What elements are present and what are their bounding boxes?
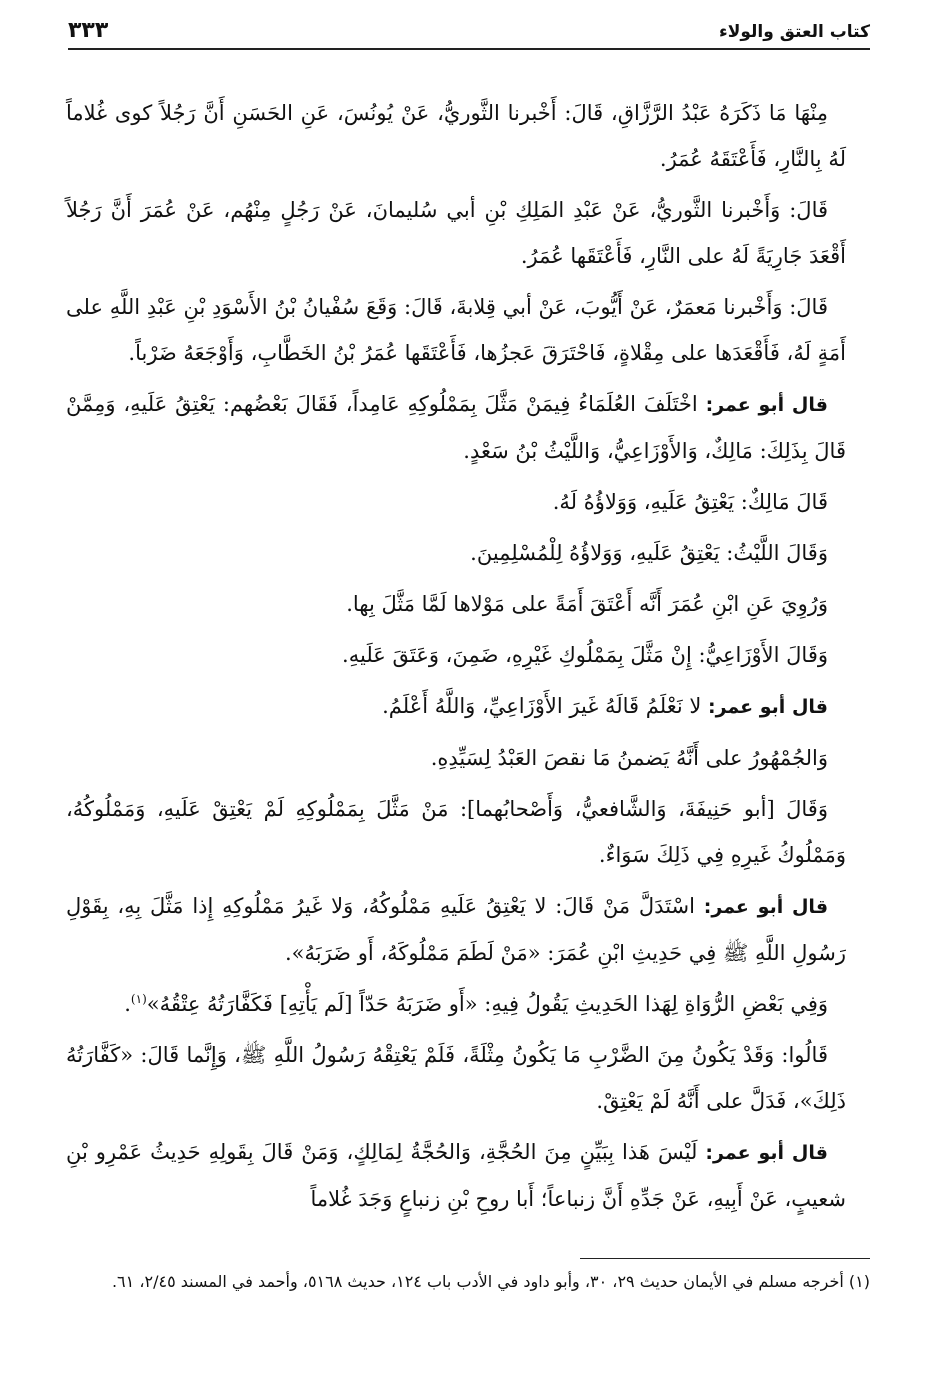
paragraph-text: قَالَ: وَأَخْبرنا الثَّوريُّ، عَنْ عَبْدِ المَلِكِ بْنِ أبي سُليمانَ، عَنْ رَجُلٍ مِنْهُم، عَنْ عُمَرَ أَنَّ رَجُلاً أَقْعَدَ جَارِيَةً لَهُ على النَّارِ، فَأَعْتَقَها عُمَرُ. — [66, 198, 846, 268]
speaker-label: قال أبو عمر: — [705, 394, 828, 416]
paragraph — [66, 381, 846, 474]
paragraph — [66, 786, 846, 878]
header-rule — [68, 48, 870, 50]
footnote: (١) أخرجه مسلم في الأيمان حديث ٢٩، ٣٠، وأبو داود في الأدب باب ١٢٤، حديث ٥١٦٨، وأحمد في المسند ٢/٤٥، ٦١. — [111, 1272, 870, 1291]
speaker-label: قال أبو عمر: — [708, 696, 828, 718]
paragraph-text: وَالجُمْهُورُ على أَنَّهُ يَضمنُ مَا نقصَ العَبْدُ لِسَيِّدِهِ. — [430, 746, 828, 770]
footnote-reference: (١) — [130, 992, 147, 1006]
paragraph-text: لا نَعْلَمُ قَالَهُ غَيرَ الأَوْزَاعِيِّ، وَاللَّهُ أَعْلَمُ. — [382, 694, 702, 718]
paragraph-text: قَالَ: وَأَخْبرنا مَعمَرٌ، عَنْ أَيُّوبَ، عَنْ أبي قِلابةَ، قَالَ: وَقَعَ سُفْيانُ بْنُ الأَسْوَدِ بْنِ عَبْدِ اللَّهِ على أَمَةٍ لَهُ، فَأَقْعَدَها على مِقْلاةٍ، فَاحْتَرَقَ عَجزُها، فَأَعْتَقَها عُمَرُ بْنُ الخَطَّابِ، وَأَوْجَعَهُ ضَرْباً. — [66, 295, 846, 365]
paragraph-text: اخْتَلَفَ العُلَمَاءُ فِيمَنْ مَثَّلَ بِمَمْلُوكِهِ عَامِداً، فَقَالَ بَعْضُهم: يَعْتِقُ عَلَيهِ، وَمِمَّنْ قَالَ بِذَلِكَ: مَالِكٌ، وَالأَوْزَاعِيُّ، وَاللَّيْثُ بْنُ سَعْدٍ. — [66, 392, 846, 463]
chapter-title: كتاب العتق والولاء — [719, 22, 870, 42]
paragraph — [66, 632, 846, 678]
paragraph — [66, 683, 846, 730]
paragraph: وَفِي بَعْضِ الرُّوَاةِ لِهَذا الحَدِيثِ يَقُولُ فِيهِ: «أَو ضَرَبَهُ حَدّاً [لَم يَأْتِهِ] فَكَفَّارَتُهُ عِتْقُهُ»$^{(١)}$. — [124, 992, 828, 1016]
paragraph — [66, 735, 846, 781]
paragraph — [66, 90, 846, 182]
paragraph — [66, 883, 846, 976]
paragraph — [66, 581, 846, 627]
paragraph — [66, 1129, 846, 1222]
footnote-separator — [580, 1258, 870, 1259]
paragraph — [66, 1032, 846, 1124]
paragraph-text: وَقَالَ اللَّيْثُ: يَعْتِقُ عَلَيهِ، وَوَلاؤُهُ لِلْمُسْلِمِينَ. — [470, 541, 828, 565]
page-header — [68, 18, 870, 60]
paragraph — [66, 284, 846, 376]
paragraph — [66, 187, 846, 279]
paragraph-text: قَالُوا: وَقَدْ يَكُونُ مِنَ الضَّرْبِ مَا يَكُونُ مِثْلَةً، فَلَمْ يَعْتِقْهُ رَسُولُ اللَّهِ ﷺ، وَإِنَّما قَالَ: «كَفَّارَتُهُ ذَلِكَ»، فَدَلَّ على أَنَّهُ لَمْ يَعْتِقْ. — [66, 1043, 846, 1113]
paragraph-text: وَرُوِيَ عَنِ ابْنِ عُمَرَ أَنَّه أَعْتَقَ أَمَةً على مَوْلاها لَمَّا مَثَّلَ بِها. — [346, 592, 828, 616]
speaker-label: قال أبو عمر: — [703, 896, 829, 918]
page-number: ٣٣٣ — [68, 18, 109, 43]
paragraph-text: اسْتَدَلَّ مَنْ قَالَ: لا يَعْتِقُ عَلَيهِ مَمْلُوكُهُ، وَلا غَيرُ مَمْلُوكِهِ إِذا مَثَّلَ بِهِ، بِقَوْلِ رَسُولِ اللَّهِ ﷺ فِي حَدِيثِ ابْنِ عُمَرَ: «مَنْ لَطَمَ مَمْلُوكَهُ، أَو ضَرَبَهُ». — [66, 894, 846, 965]
paragraph-text: لَيْسَ هَذا بِبَيِّنٍ مِنَ الحُجَّةِ، وَالحُجَّةُ لِمَالِكٍ، وَمَنْ قَالَ بِقَولِهِ حَدِيثُ عَمْرِو بْنِ شعيبٍ، عَنْ أَبِيهِ، عَنْ جَدِّهِ أَنَّ زنباعاً؛ أَبا روحِ بْنِ زنباعٍ وَجَدَ غُلاماً — [66, 1140, 846, 1211]
paragraph-text: قَالَ مَالِكٌ: يَعْتِقُ عَلَيهِ، وَوَلاؤُهُ لَهُ. — [552, 490, 828, 514]
main-text — [66, 90, 846, 1227]
paragraph-text: وَقَالَ الأَوْزَاعِيُّ: إِنْ مَثَّلَ بِمَمْلُوكِ غَيْرِهِ، ضَمِنَ، وَعَتَقَ عَلَيهِ. — [342, 643, 828, 667]
speaker-label: قال أبو عمر: — [705, 1142, 828, 1164]
paragraph-text: وَقَالَ [أبو حَنِيفَةَ، وَالشَّافعيُّ، وَأَصْحابُهما]: مَنْ مَثَّلَ بِمَمْلُوكِهِ لَمْ يَعْتِقْ عَلَيهِ، وَمَمْلُوكُهُ، وَمَمْلُوكُ غَيرِهِ فِي ذَلِكَ سَوَاءٌ. — [66, 797, 846, 867]
paragraph-text: مِنْهَا مَا ذَكَرَهُ عَبْدُ الرَّزَّاقِ، قَالَ: أَخْبرنا الثَّوريُّ، عَنْ يُونُسَ، عَنِ الحَسَنِ أَنَّ رَجُلاً كوى غُلاماً لَهُ بِالنَّارِ، فَأَعْتَقَهُ عُمَرُ. — [66, 101, 846, 171]
paragraph — [66, 479, 846, 525]
paragraph — [66, 530, 846, 576]
paragraph-text: وَفِي بَعْضِ الرُّوَاةِ لِهَذا الحَدِيثِ يَقُولُ فِيهِ: «أَو ضَرَبَهُ حَدّاً [لَم يَأْتِهِ] فَكَفَّارَتُهُ عِتْقُهُ» — [146, 992, 828, 1016]
